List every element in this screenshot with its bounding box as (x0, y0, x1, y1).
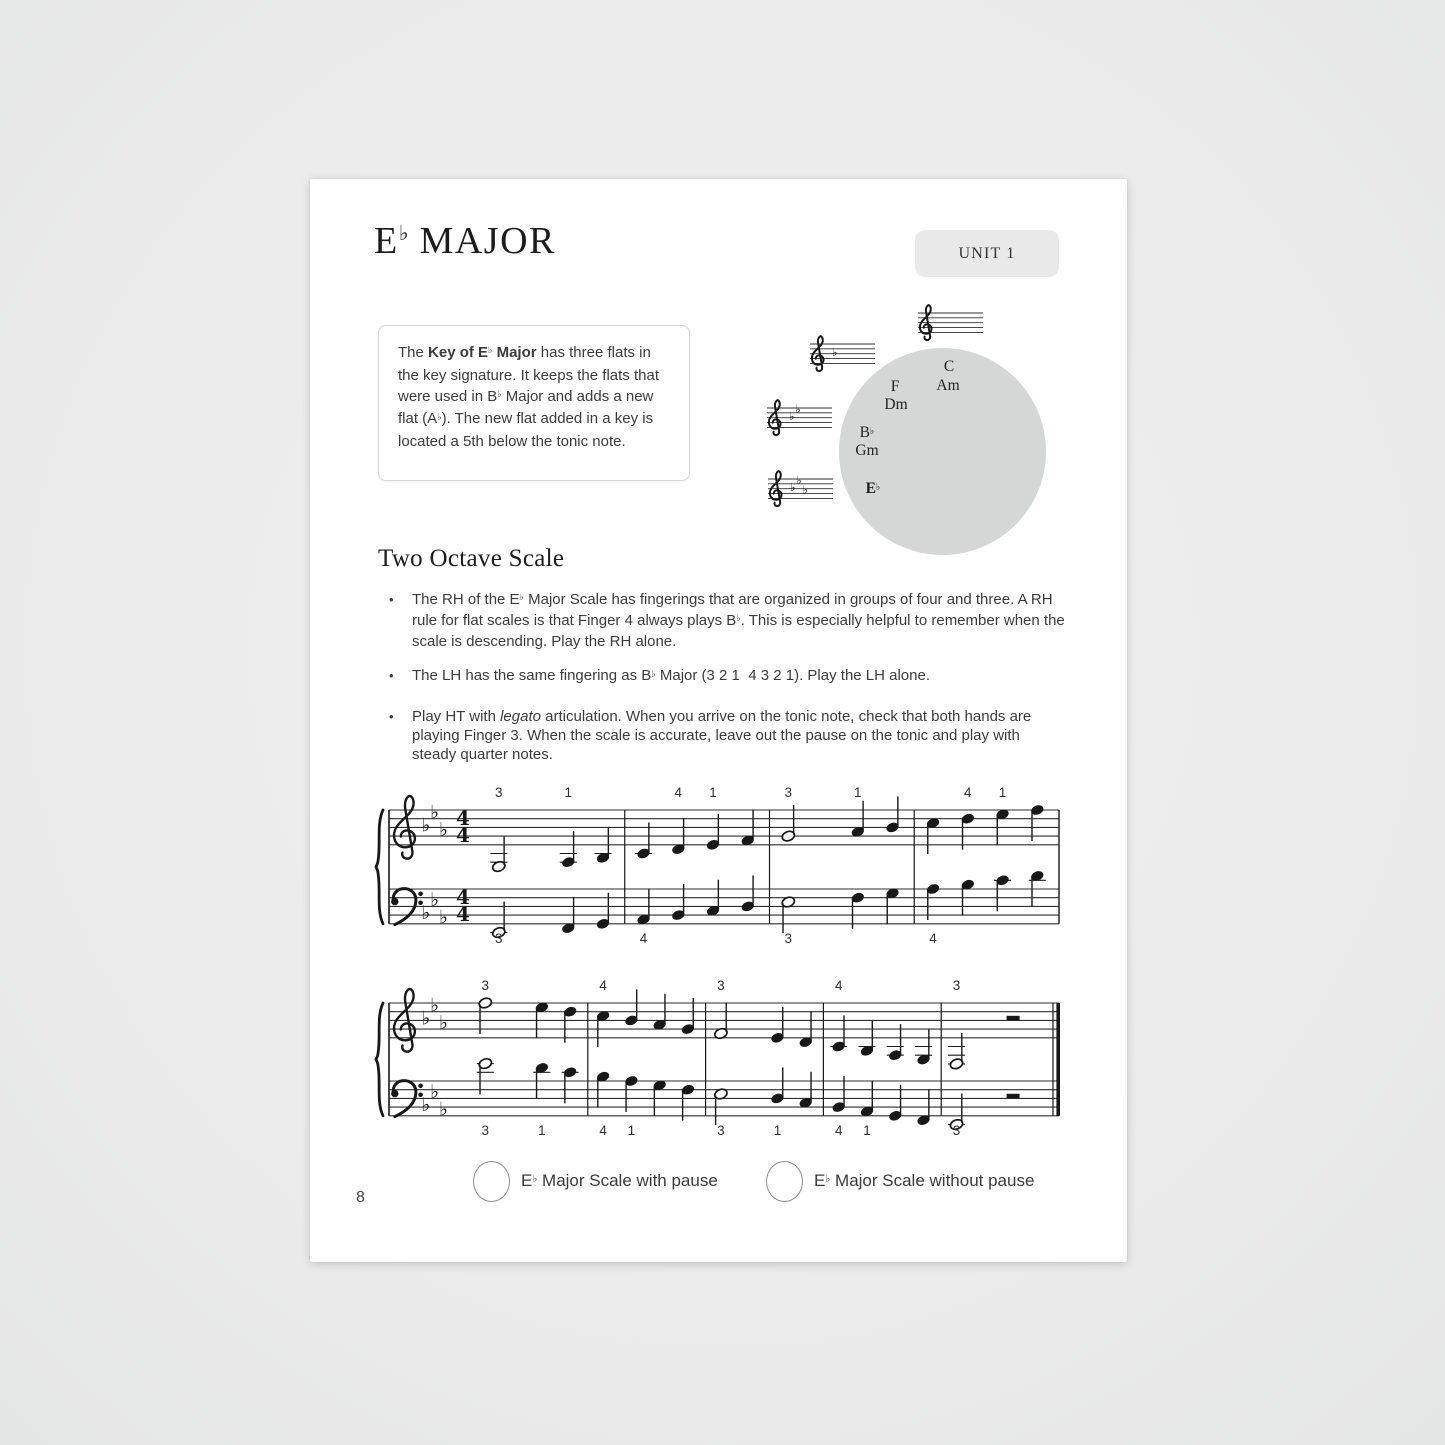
svg-text:♭: ♭ (795, 401, 801, 416)
svg-text:4: 4 (456, 902, 470, 927)
audio-label-with-pause: E♭ Major Scale with pause (521, 1171, 718, 1190)
svg-text:4: 4 (929, 930, 937, 946)
svg-text:1: 1 (538, 1122, 546, 1138)
svg-text:4: 4 (456, 805, 470, 830)
page-title: E♭ MAJOR (374, 220, 556, 262)
mini-key-signature-staff-2-flats (759, 395, 837, 443)
bullet-item (389, 708, 1065, 764)
circle-label-F: F (890, 378, 900, 395)
svg-text:♭: ♭ (421, 1094, 431, 1117)
bullet-item (389, 667, 1065, 688)
unit-badge: UNIT 1 (915, 230, 1059, 277)
svg-text:♭: ♭ (439, 818, 449, 841)
svg-text:3: 3 (495, 930, 503, 946)
svg-text:4: 4 (964, 785, 972, 800)
mini-key-signature-staff-3-flats (760, 466, 838, 514)
instruction-bullets (389, 591, 1065, 781)
svg-text:4: 4 (456, 884, 470, 909)
svg-text:4: 4 (456, 823, 470, 848)
svg-text:1: 1 (773, 1122, 782, 1138)
svg-text:3: 3 (952, 978, 961, 993)
svg-text:3: 3 (784, 930, 793, 946)
svg-text:1: 1 (998, 785, 1007, 800)
svg-text:1: 1 (854, 785, 862, 800)
circle-label-Dm: Dm (884, 396, 908, 413)
svg-text:4: 4 (834, 978, 843, 993)
svg-text:♭: ♭ (802, 482, 809, 497)
grand-staff-system-1 (362, 780, 1102, 965)
svg-text:♭: ♭ (439, 906, 449, 929)
bullet-item (389, 591, 1065, 651)
audio-label-without-pause: E♭ Major Scale without pause (814, 1171, 1035, 1190)
svg-text:3: 3 (717, 978, 725, 993)
mini-key-signature-staff-1-flats (802, 331, 880, 379)
svg-text:1: 1 (863, 1122, 871, 1138)
book-page (310, 179, 1127, 1262)
key-info-text: The Key of E♭ Major has three flats in the key signature. It keeps the flats that were used in B♭ Major and adds a new flat (A♭). The new flat added in a key is located a 5th below the tonic note. (398, 344, 659, 451)
bullet-text: Play HT with legato articulation. When you arrive on the tonic note, check that both hands are playing Finger 3. When the scale is accurate, leave out the pause on the tonic and play with steady quarter notes. (412, 708, 1032, 763)
svg-text:♭: ♭ (430, 994, 440, 1017)
circle-label-C: C (943, 358, 955, 375)
bullet-marker: • (389, 709, 394, 725)
audio-circle-with-pause[interactable] (473, 1161, 510, 1202)
svg-text:4: 4 (599, 978, 607, 993)
svg-text:♭: ♭ (789, 409, 795, 424)
key-info-box (378, 325, 690, 481)
bullet-text: The LH has the same fingering as B♭ Major (3 2 1 4 3 2 1). Play the LH alone. (412, 667, 931, 685)
svg-text:♭: ♭ (439, 1011, 449, 1034)
svg-text:3: 3 (952, 1122, 961, 1138)
svg-text:♭: ♭ (421, 902, 431, 925)
svg-text:3: 3 (481, 978, 490, 993)
grand-staff-system-2 (362, 975, 1102, 1165)
svg-text:3: 3 (481, 1122, 490, 1138)
bullet-text: The RH of the E♭ Major Scale has fingerings that are organized in groups of four and three. A RH rule for flat scales is that Finger 4 always plays B♭. This is especially helpful to remember when the scale is descending. Play the RH alone. (412, 591, 1065, 650)
svg-text:4: 4 (599, 1122, 607, 1138)
svg-text:♭: ♭ (832, 345, 838, 360)
svg-text:♭: ♭ (430, 801, 440, 824)
svg-text:4: 4 (639, 930, 648, 946)
svg-text:4: 4 (674, 785, 683, 800)
svg-text:1: 1 (627, 1122, 636, 1138)
circle-label-Eb: E♭ (865, 480, 881, 497)
svg-text:♭: ♭ (430, 1081, 440, 1104)
svg-text:♭: ♭ (439, 1098, 449, 1121)
bullet-marker: • (389, 592, 394, 607)
audio-circle-without-pause[interactable] (766, 1161, 803, 1202)
svg-text:3: 3 (495, 785, 503, 800)
circle-label-Bb: B♭ (859, 424, 875, 441)
svg-text:♭: ♭ (430, 889, 440, 912)
svg-text:1: 1 (709, 785, 717, 800)
mini-key-signature-staff-0-flats (910, 300, 988, 348)
bullet-marker: • (389, 668, 394, 684)
circle-label-Gm: Gm (855, 442, 879, 459)
svg-text:♭: ♭ (421, 1007, 431, 1030)
svg-text:♭: ♭ (790, 480, 796, 495)
svg-text:3: 3 (784, 785, 793, 800)
page-number: 8 (356, 1189, 365, 1206)
svg-text:♭: ♭ (421, 814, 431, 837)
circle-label-Am: Am (936, 377, 960, 394)
section-heading: Two Octave Scale (378, 545, 565, 572)
svg-text:♭: ♭ (796, 472, 802, 487)
svg-text:1: 1 (564, 785, 573, 800)
svg-text:3: 3 (717, 1122, 725, 1138)
svg-text:4: 4 (834, 1122, 843, 1138)
